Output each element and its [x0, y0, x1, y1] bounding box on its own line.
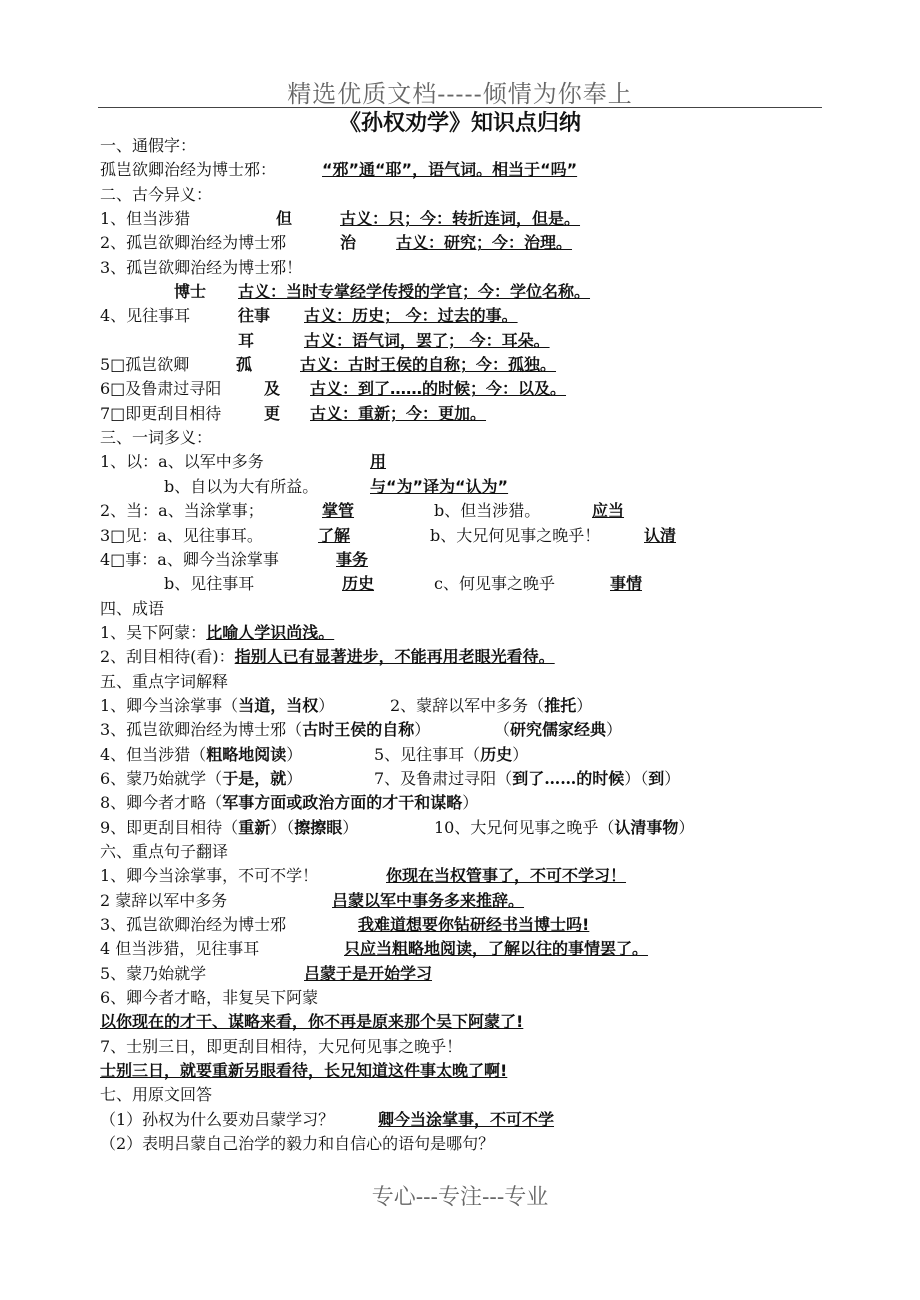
- line-text: 4、但当涉猎（: [100, 744, 207, 764]
- line-text: ）: [286, 744, 303, 764]
- text-line: [100, 158, 860, 182]
- text-line: [100, 353, 860, 377]
- answer-text: 古义：当时专掌经学传授的学官；今：学位名称。: [238, 282, 591, 302]
- line-text: 7□即更刮目相待: [100, 403, 222, 423]
- line-text: 六、重点句子翻译: [100, 841, 229, 861]
- line-text: 5□孤岂欲卿: [100, 355, 190, 375]
- line-text: 4 但当涉猎，见往事耳: [100, 939, 260, 959]
- text-line: [100, 743, 860, 767]
- answer-text: 吕蒙于是开始学习: [304, 963, 433, 983]
- text-line: [100, 1108, 860, 1132]
- line-text: 五、重点字词解释: [100, 671, 229, 691]
- answer-text: 历史: [342, 574, 375, 594]
- line-text: b、大兄何见事之晚乎！: [430, 525, 601, 545]
- answer-text: 古义：只；今：转折连词，但是。: [340, 209, 581, 229]
- text-line: [100, 645, 860, 669]
- answer-text: 了解: [318, 525, 351, 545]
- text-line: [100, 207, 860, 231]
- page-header: 精选优质文档-----倾情为你奉上: [287, 80, 633, 108]
- answer-text: 古义：重新；今：更加。: [310, 403, 487, 423]
- keyword-text: 治: [340, 233, 357, 253]
- line-text: c、何见事之晚乎: [434, 574, 555, 594]
- line-text: 3、孤岂欲卿治经为博士邪！: [100, 257, 303, 277]
- text-line: [100, 913, 860, 937]
- line-text: 5、蒙乃始就学: [100, 963, 207, 983]
- line-text: ）（: [270, 817, 295, 837]
- text-line: [100, 377, 860, 401]
- keyword-text: 耳: [238, 330, 255, 350]
- text-line: [100, 1059, 860, 1083]
- answer-text: 古义：到了……的时候；今：以及。: [310, 379, 567, 399]
- keyword-text: 到了……的时候: [512, 768, 625, 788]
- text-line: [100, 986, 860, 1010]
- document-title: 《孙权劝学》知识点归纳: [338, 111, 581, 136]
- page-footer: 专心---专注---专业: [371, 1185, 549, 1210]
- text-line: [100, 499, 860, 523]
- text-line: [100, 524, 860, 548]
- keyword-text: 更: [264, 403, 281, 423]
- text-line: [100, 621, 860, 645]
- answer-text: 士别三日，就要重新另眼看待，长兄知道这件事太晚了啊!: [100, 1061, 508, 1081]
- line-text: 3、孤岂欲卿治经为博士邪（: [100, 720, 303, 740]
- line-text: ）: [286, 768, 303, 788]
- keyword-text: 粗略地阅读: [206, 744, 287, 764]
- line-text: ）: [576, 695, 593, 715]
- line-text: ）: [512, 744, 529, 764]
- line-text: （2）表明吕蒙自己治学的毅力和自信心的语句是哪句？: [100, 1134, 495, 1154]
- answer-text: 吕蒙以军中事务多来推辞。: [332, 890, 525, 910]
- line-text: 2、蒙辞以军中多务（: [390, 695, 545, 715]
- text-line: [100, 256, 860, 280]
- text-line: [100, 1083, 860, 1107]
- line-text: 七、用原文回答: [100, 1085, 213, 1105]
- keyword-text: 及: [264, 379, 281, 399]
- keyword-text: 于是，就: [222, 768, 287, 788]
- line-text: b、见往事耳: [164, 574, 255, 594]
- line-text: 孤岂欲卿治经为博士邪：: [100, 160, 277, 180]
- line-text: 9、即更刮目相待（: [100, 817, 239, 837]
- line-text: 10、大兄何见事之晚乎（: [434, 817, 615, 837]
- line-text: ）: [414, 720, 431, 740]
- answer-text: 只应当粗略地阅读，了解以往的事情罢了。: [344, 939, 649, 959]
- keyword-text: 孤: [236, 355, 253, 375]
- line-text: 1、卿今当涂掌事（: [100, 695, 239, 715]
- answer-text: 卿今当涂掌事，不可不学: [378, 1109, 555, 1129]
- line-text: 二、古今异义：: [100, 184, 213, 204]
- answer-text: “邪”通“耶”，语气词。相当于“吗”: [322, 160, 578, 180]
- text-line: [100, 718, 860, 742]
- answer-text: 以你现在的才干、谋略来看，你不再是原来那个吴下阿蒙了!: [100, 1012, 524, 1032]
- keyword-text: 当道，当权: [238, 695, 319, 715]
- line-text: 6、蒙乃始就学（: [100, 768, 223, 788]
- keyword-text: 到: [648, 768, 665, 788]
- line-text: 5、见往事耳（: [374, 744, 481, 764]
- text-line: [100, 962, 860, 986]
- answer-text: 古义：历史； 今：过去的事。: [304, 306, 518, 326]
- line-text: 3□见：a、见往事耳。: [100, 525, 263, 545]
- text-line: [100, 1132, 860, 1156]
- line-text: 8、卿今者才略（: [100, 793, 223, 813]
- text-line: [100, 280, 860, 304]
- line-text: 1、卿今当涂掌事，不可不学！: [100, 866, 319, 886]
- keyword-text: 擦擦眼: [294, 817, 343, 837]
- line-text: （: [494, 720, 511, 740]
- line-text: 2 蒙辞以军中多务: [100, 890, 228, 910]
- line-text: b、自以为大有所益。: [164, 476, 319, 496]
- line-text: 2、当：a、当涂掌事；: [100, 501, 264, 521]
- answer-text: 事情: [610, 574, 643, 594]
- answer-text: 指别人已有显著进步，不能再用老眼光看待。: [234, 647, 555, 667]
- keyword-text: 历史: [480, 744, 513, 764]
- text-line: [100, 937, 860, 961]
- line-text: 4□事：a、卿今当涂掌事: [100, 549, 279, 569]
- text-line: [100, 597, 860, 621]
- answer-text: 应当: [592, 501, 625, 521]
- keyword-text: 古时王侯的自称: [302, 720, 415, 740]
- document-body: [100, 134, 860, 1156]
- text-line: [100, 840, 860, 864]
- line-text: 4、见往事耳: [100, 306, 191, 326]
- answer-text: 用: [370, 452, 387, 472]
- line-text: ）: [664, 768, 681, 788]
- line-text: 1、以：a、以军中多务: [100, 452, 264, 472]
- text-line: [100, 694, 860, 718]
- text-line: [100, 475, 860, 499]
- answer-text: 古义：语气词，罢了； 今：耳朵。: [304, 330, 550, 350]
- line-text: 3、孤岂欲卿治经为博士邪: [100, 915, 287, 934]
- line-text: ）: [342, 817, 359, 837]
- text-line: [100, 816, 860, 840]
- keyword-text: 重新: [238, 817, 271, 837]
- line-text: 1、但当涉猎: [100, 209, 191, 229]
- answer-text: 与“为”译为“认为”: [370, 476, 509, 496]
- line-text: （1）孙权为什么要劝吕蒙学习？: [100, 1109, 335, 1129]
- text-line: [100, 767, 860, 791]
- line-text: ）: [318, 695, 335, 715]
- text-line: [100, 304, 860, 328]
- line-text: 一、通假字：: [100, 136, 197, 155]
- line-text: ）: [462, 793, 479, 813]
- line-text: 三、一词多义：: [100, 428, 213, 448]
- text-line: [100, 791, 860, 815]
- answer-text: 认清: [644, 525, 677, 545]
- text-line: [100, 329, 860, 353]
- answer-text: 比喻人学识尚浅。: [206, 622, 335, 642]
- line-text: 2、孤岂欲卿治经为博士邪: [100, 233, 287, 253]
- answer-text: 事务: [336, 549, 369, 569]
- keyword-text: 但: [276, 209, 293, 229]
- line-text: b、但当涉猎。: [434, 501, 541, 521]
- line-text: 7、士别三日，即更刮目相待，大兄何见事之晚乎！: [100, 1036, 463, 1056]
- text-line: [100, 572, 860, 596]
- text-line: [100, 402, 860, 426]
- line-text: 6、卿今者才略，非复吴下阿蒙: [100, 988, 319, 1008]
- line-text: ）: [678, 817, 695, 837]
- text-line: [100, 231, 860, 255]
- text-line: [100, 134, 860, 158]
- answer-text: 古义：研究；今：治理。: [396, 233, 573, 253]
- text-line: [100, 183, 860, 207]
- keyword-text: 博士: [174, 282, 207, 302]
- line-text: 1、吴下阿蒙：: [100, 622, 207, 642]
- answer-text: 我难道想要你钻研经书当博士吗!: [358, 915, 590, 934]
- line-text: 四、成语: [100, 598, 165, 618]
- text-line: [100, 426, 860, 450]
- text-line: [100, 1010, 860, 1034]
- text-line: [100, 548, 860, 572]
- line-text: 2、刮目相待(看)：: [100, 647, 235, 667]
- text-line: [100, 889, 860, 913]
- keyword-text: 推托: [544, 695, 577, 715]
- line-text: 6□及鲁肃过寻阳: [100, 379, 222, 399]
- text-line: [100, 864, 860, 888]
- keyword-text: 认清事物: [614, 817, 679, 837]
- answer-text: 掌管: [322, 501, 355, 521]
- text-line: [100, 450, 860, 474]
- answer-text: 你现在当权管事了，不可不学习！: [386, 866, 627, 886]
- text-line: [100, 670, 860, 694]
- answer-text: 古义：古时王侯的自称；今：孤独。: [300, 355, 557, 375]
- keyword-text: 军事方面或政治方面的才干和谋略: [222, 793, 463, 813]
- keyword-text: 研究儒家经典: [510, 720, 607, 740]
- line-text: 7、及鲁肃过寻阳（: [374, 768, 513, 788]
- line-text: ）（: [624, 768, 649, 788]
- line-text: ）: [606, 720, 623, 740]
- keyword-text: 往事: [238, 306, 271, 326]
- text-line: [100, 1035, 860, 1059]
